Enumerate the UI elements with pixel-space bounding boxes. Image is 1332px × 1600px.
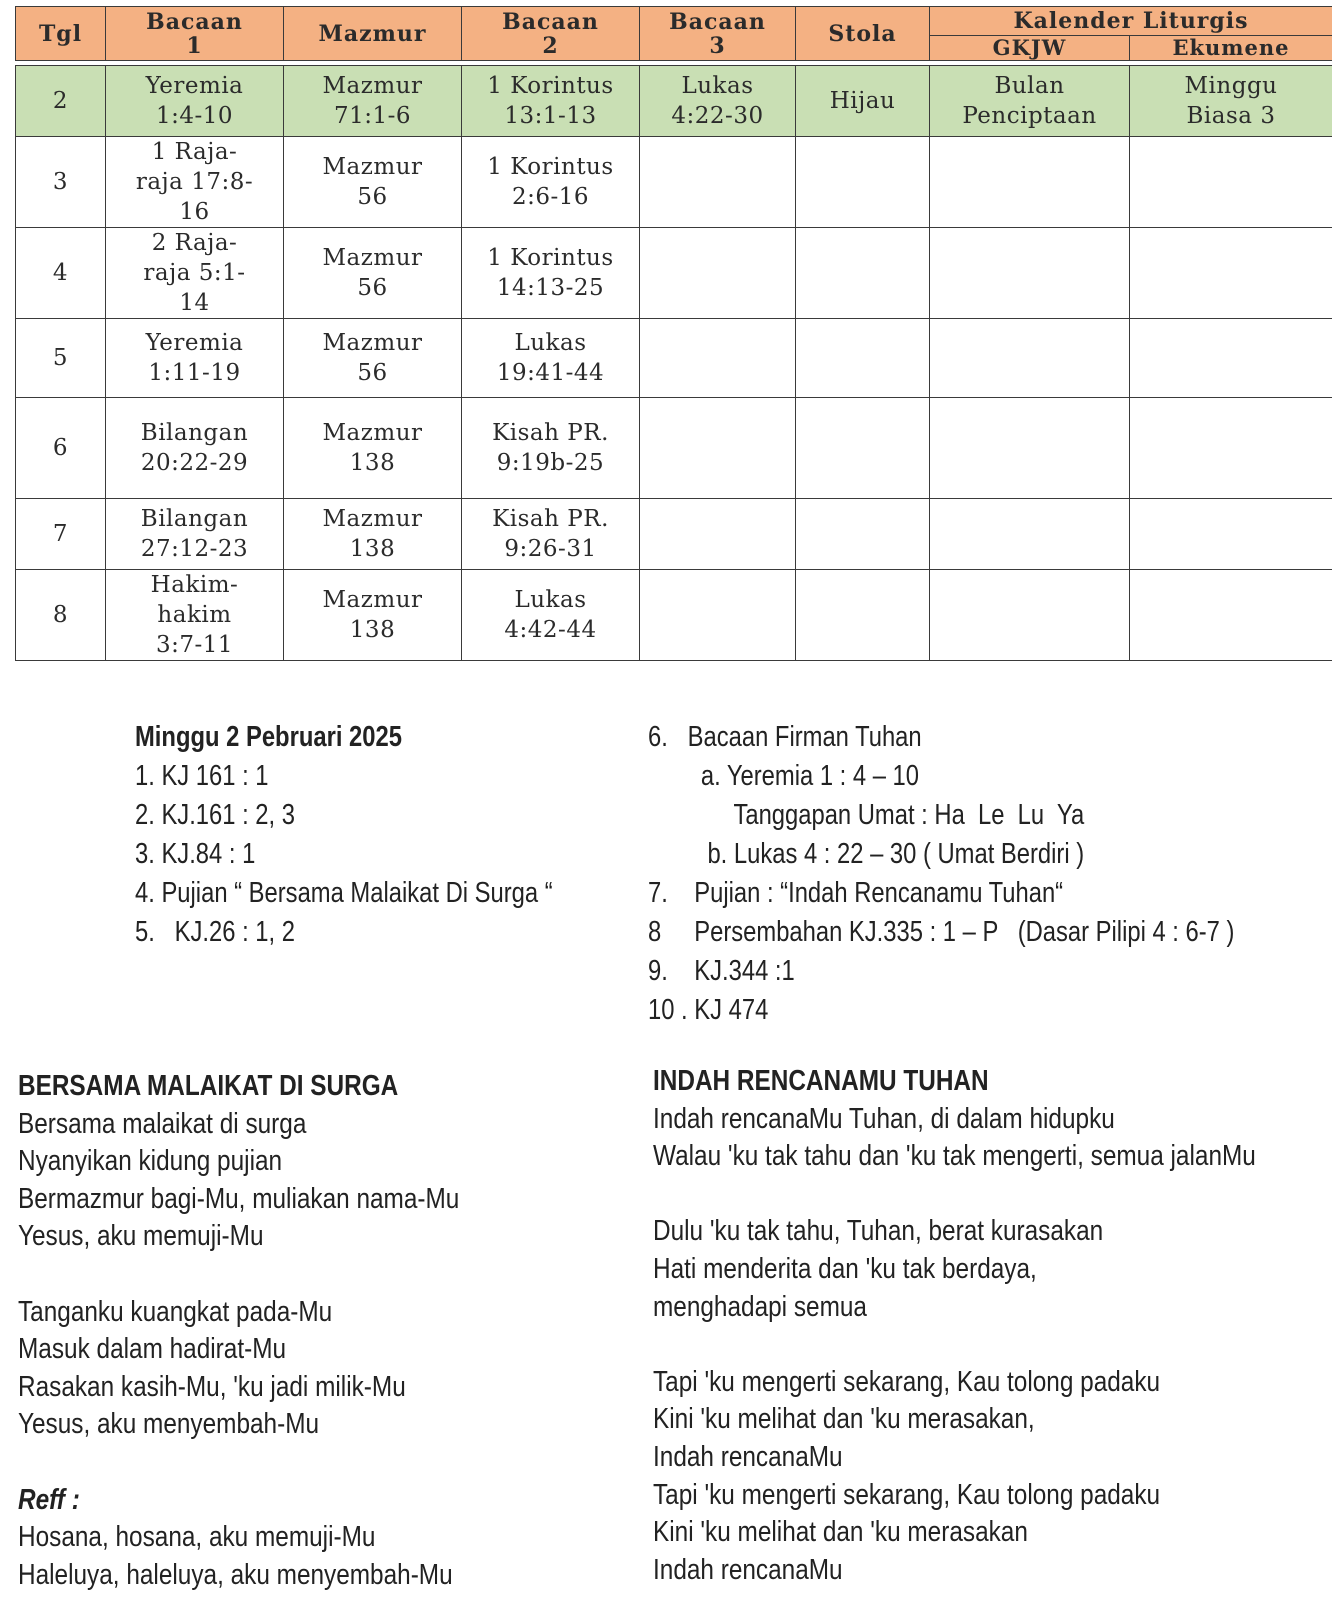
header-mazmur: Mazmur <box>284 7 462 61</box>
cell-gkjw: Bulan Penciptaan <box>930 66 1130 137</box>
lyric-line: Yesus, aku memuji-Mu <box>18 1220 264 1253</box>
song-bersama-malaikat <box>18 1068 459 1594</box>
lyric-line: menghadapi semua <box>653 1290 867 1323</box>
cell-mazmur: Mazmur 138 <box>284 499 462 570</box>
cell-gkjw <box>930 137 1130 228</box>
cell-mazmur: Mazmur 138 <box>284 398 462 499</box>
cell-ekumene <box>1130 398 1332 499</box>
cell-bacaan-1: Yeremia 1:11-19 <box>106 319 284 398</box>
header-gkjw: GKJW <box>930 36 1130 61</box>
cell-stola <box>796 319 930 398</box>
order-item: 5. KJ.26 : 1, 2 <box>135 916 295 948</box>
cell-gkjw <box>930 499 1130 570</box>
cell-ekumene <box>1130 137 1332 228</box>
lyric-line: Walau 'ku tak tahu dan 'ku tak mengerti, semua jalanMu <box>653 1140 1256 1173</box>
order-item: 10 . KJ 474 <box>648 994 769 1026</box>
cell-bacaan-3 <box>640 137 796 228</box>
lyric-line: Tapi 'ku mengerti sekarang, Kau tolong padaku <box>653 1478 1161 1511</box>
order-right-column <box>648 718 1234 1030</box>
cell-bacaan-2: Lukas 4:42-44 <box>462 570 640 661</box>
header-bacaan-3: Bacaan 3 <box>640 7 796 61</box>
lyric-line: Hosana, hosana, aku memuji-Mu <box>18 1521 376 1554</box>
table-row <box>16 570 1332 661</box>
header-stola: Stola <box>796 7 930 61</box>
liturgical-reading-table <box>15 6 1332 661</box>
cell-bacaan-1: Bilangan 27:12-23 <box>106 499 284 570</box>
lyric-line: Hati menderita dan 'ku tak berdaya, <box>653 1252 1037 1285</box>
cell-stola <box>796 228 930 319</box>
liturgical-reading-table-container <box>15 6 1332 661</box>
cell-mazmur: Mazmur 71:1-6 <box>284 66 462 137</box>
cell-stola <box>796 137 930 228</box>
header-ekumene: Ekumene <box>1130 36 1332 61</box>
table-row <box>16 319 1332 398</box>
lyric-line: Indah rencanaMu <box>653 1440 843 1473</box>
service-date-title: Minggu 2 Pebruari 2025 <box>135 721 402 753</box>
cell-stola: Hijau <box>796 66 930 137</box>
cell-mazmur: Mazmur 56 <box>284 319 462 398</box>
cell-bacaan-1: Yeremia 1:4-10 <box>106 66 284 137</box>
order-left-column <box>135 718 553 952</box>
cell-bacaan-3: Lukas 4:22-30 <box>640 66 796 137</box>
order-item: 6. Bacaan Firman Tuhan <box>648 721 922 753</box>
cell-bacaan-1: Hakim- hakim 3:7-11 <box>106 570 284 661</box>
cell-bacaan-3 <box>640 499 796 570</box>
cell-tgl: 6 <box>16 398 106 499</box>
lyric-line: Indah rencanaMu Tuhan, di dalam hidupku <box>653 1102 1115 1135</box>
cell-bacaan-2: Kisah PR. 9:26-31 <box>462 499 640 570</box>
cell-tgl: 3 <box>16 137 106 228</box>
cell-mazmur: Mazmur 138 <box>284 570 462 661</box>
header-bacaan-2: Bacaan 2 <box>462 7 640 61</box>
lyric-line: Bersama malaikat di surga <box>18 1107 307 1140</box>
cell-bacaan-2: 1 Korintus 2:6-16 <box>462 137 640 228</box>
order-item: b. Lukas 4 : 22 – 30 ( Umat Berdiri ) <box>648 838 1085 870</box>
cell-stola <box>796 499 930 570</box>
cell-bacaan-3 <box>640 228 796 319</box>
cell-tgl: 4 <box>16 228 106 319</box>
order-item: 2. KJ.161 : 2, 3 <box>135 799 295 831</box>
cell-bacaan-1: 2 Raja- raja 5:1- 14 <box>106 228 284 319</box>
lyric-line: Rasakan kasih-Mu, 'ku jadi milik-Mu <box>18 1370 406 1403</box>
lyric-line: Indah rencanaMu <box>653 1553 843 1586</box>
cell-tgl: 7 <box>16 499 106 570</box>
song-indah-rencanamu <box>653 1063 1256 1589</box>
header-kalender-liturgis: Kalender Liturgis <box>930 7 1332 36</box>
cell-gkjw <box>930 228 1130 319</box>
order-item: 1. KJ 161 : 1 <box>135 760 269 792</box>
cell-tgl: 5 <box>16 319 106 398</box>
cell-bacaan-3 <box>640 319 796 398</box>
cell-stola <box>796 570 930 661</box>
lyric-line: Tapi 'ku mengerti sekarang, Kau tolong padaku <box>653 1365 1161 1398</box>
order-item: 9. KJ.344 :1 <box>648 955 795 987</box>
table-row <box>16 398 1332 499</box>
cell-tgl: 2 <box>16 66 106 137</box>
lyric-line: Kini 'ku melihat dan 'ku merasakan, <box>653 1403 1035 1436</box>
cell-bacaan-2: Kisah PR. 9:19b-25 <box>462 398 640 499</box>
verse-gap <box>653 1326 1256 1364</box>
cell-ekumene: Minggu Biasa 3 <box>1130 66 1332 137</box>
lyric-line: Yesus, aku menyembah-Mu <box>18 1408 320 1441</box>
song-title: BERSAMA MALAIKAT DI SURGA <box>18 1070 399 1102</box>
cell-stola <box>796 398 930 499</box>
cell-gkjw <box>930 319 1130 398</box>
lyric-line: Dulu 'ku tak tahu, Tuhan, berat kurasakan <box>653 1215 1104 1248</box>
cell-bacaan-2: 1 Korintus 14:13-25 <box>462 228 640 319</box>
cell-gkjw <box>930 398 1130 499</box>
cell-ekumene <box>1130 570 1332 661</box>
cell-gkjw <box>930 570 1130 661</box>
lyric-line: Haleluya, haleluya, aku menyembah-Mu <box>18 1558 453 1591</box>
cell-bacaan-1: Bilangan 20:22-29 <box>106 398 284 499</box>
order-item: 8 Persembahan KJ.335 : 1 – P (Dasar Pilipi 4 : 6-7 ) <box>648 916 1235 948</box>
header-bacaan-1: Bacaan 1 <box>106 7 284 61</box>
order-item: 3. KJ.84 : 1 <box>135 838 256 870</box>
lyric-line: Masuk dalam hadirat-Mu <box>18 1333 287 1366</box>
header-tgl: Tgl <box>16 7 106 61</box>
lyric-line: Bermazmur bagi-Mu, muliakan nama-Mu <box>18 1182 460 1215</box>
cell-ekumene <box>1130 228 1332 319</box>
cell-bacaan-2: 1 Korintus 13:1-13 <box>462 66 640 137</box>
cell-bacaan-3 <box>640 570 796 661</box>
lyric-line: Nyanyikan kidung pujian <box>18 1145 283 1178</box>
reff-label: Reff : <box>18 1483 80 1516</box>
order-item: 7. Pujian : “Indah Rencanamu Tuhan“ <box>648 877 1064 909</box>
cell-bacaan-1: 1 Raja- raja 17:8- 16 <box>106 137 284 228</box>
cell-tgl: 8 <box>16 570 106 661</box>
cell-mazmur: Mazmur 56 <box>284 137 462 228</box>
cell-ekumene <box>1130 319 1332 398</box>
cell-ekumene <box>1130 499 1332 570</box>
lyric-line: Kini 'ku melihat dan 'ku merasakan <box>653 1516 1028 1549</box>
order-item: Tanggapan Umat : Ha Le Lu Ya <box>648 799 1085 831</box>
table-row <box>16 499 1332 570</box>
cell-bacaan-3 <box>640 398 796 499</box>
order-item: a. Yeremia 1 : 4 – 10 <box>648 760 919 792</box>
verse-gap <box>653 1176 1256 1214</box>
song-title: INDAH RENCANAMU TUHAN <box>653 1065 989 1097</box>
table-row <box>16 137 1332 228</box>
order-item: 4. Pujian “ Bersama Malaikat Di Surga “ <box>135 877 553 909</box>
verse-gap <box>18 1256 459 1294</box>
verse-gap <box>18 1444 459 1482</box>
cell-mazmur: Mazmur 56 <box>284 228 462 319</box>
cell-bacaan-2: Lukas 19:41-44 <box>462 319 640 398</box>
lyric-line: Tanganku kuangkat pada-Mu <box>18 1295 333 1328</box>
table-row <box>16 66 1332 137</box>
table-row <box>16 228 1332 319</box>
